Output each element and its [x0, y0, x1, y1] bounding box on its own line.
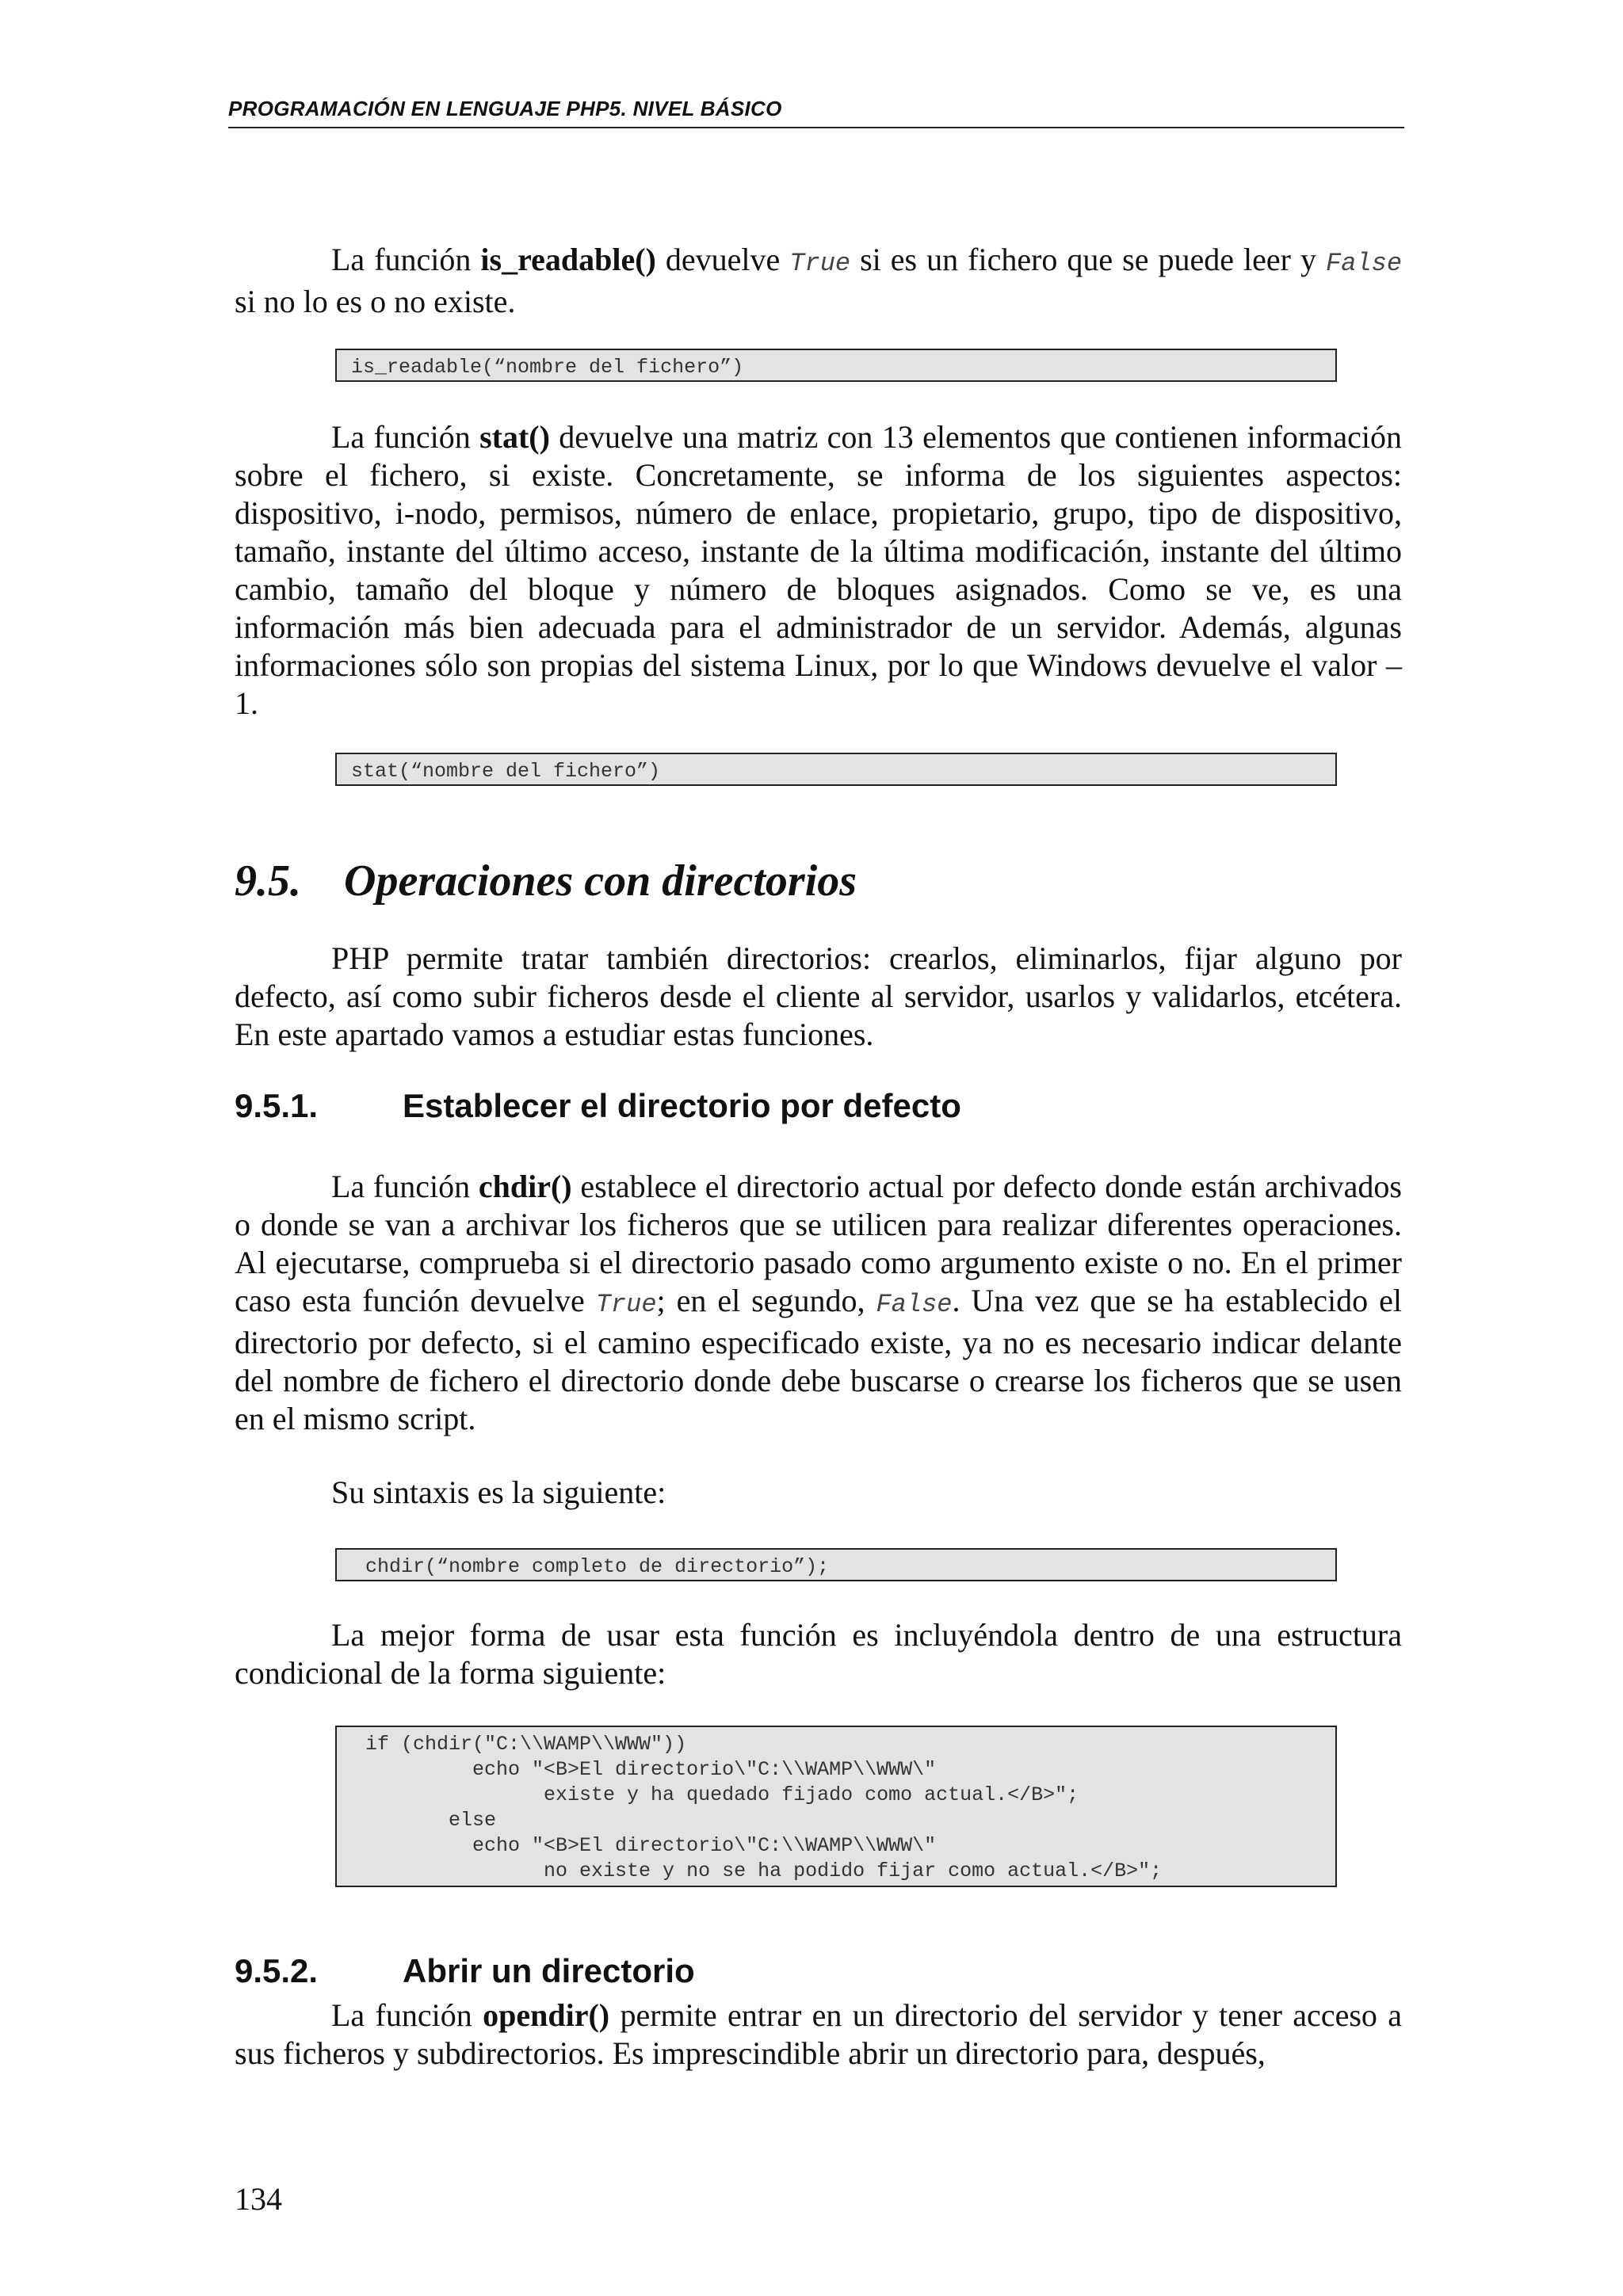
- text: La función: [331, 1169, 479, 1204]
- text: Su sintaxis es la siguiente:: [331, 1474, 666, 1510]
- code-line: else: [365, 1809, 497, 1832]
- code-box-chdir: [335, 1548, 1337, 1581]
- text: devuelve una matriz con 13 elementos que contienen información sobre el fichero, si existe. Concretamente, se informa de los siguientes aspectos: dispositivo, i-nodo, permisos, número de enlace, propietario, grupo, tipo de dispositivo, tamaño, instante del último acceso, instante de la última modificación, instante del último cambio, tamaño del bloque y número de bloques asignados. Como se ve, es una información más bien adecuada para el administrador de un servidor. Además, algunas informaciones sólo son propias del sistema Linux, por lo que Windows devuelve el valor –1.: [235, 419, 1403, 721]
- running-header: PROGRAMACIÓN EN LENGUAJE PHP5. NIVEL BÁSICO: [228, 97, 782, 120]
- keyword-true: True: [789, 249, 851, 278]
- code-box-if-chdir: [335, 1726, 1337, 1887]
- keyword-false: False: [1326, 249, 1403, 278]
- text: . Una vez que se ha establecido el directorio por defecto, si el camino especificado existe, ya no es necesario indicar delante del nombre de fichero el directorio donde debe buscarse o crearse los ficheros que se usen en el mismo script.: [235, 1283, 1403, 1436]
- header-rule: [228, 127, 1404, 128]
- subsection-number: 9.5.1.: [235, 1087, 319, 1124]
- paragraph-opendir: [235, 1997, 1402, 2073]
- text: devuelve: [655, 242, 790, 277]
- subsection-heading-1: [235, 1087, 961, 1125]
- code-box-is-readable: [335, 349, 1337, 382]
- function-name: stat(): [479, 419, 550, 455]
- subsection-title: Establecer el directorio por defecto: [403, 1087, 961, 1124]
- text: La función: [331, 242, 481, 277]
- text: La función: [331, 419, 480, 455]
- text: La mejor forma de usar esta función es incluyéndola dentro de una estructura condicional de la forma siguiente:: [235, 1617, 1402, 1691]
- keyword-true: True: [595, 1290, 657, 1319]
- text: establece el directorio actual por defecto donde están archivados o donde se van a archivar los ficheros que se utilicen para realizar diferentes operaciones. Al ejecutarse, comprueba si el directorio pasado como argumento existe o no. En el primer caso esta función devuelve: [235, 1169, 1403, 1318]
- paragraph-stat: [235, 418, 1402, 723]
- section-title: Operaciones con directorios: [344, 856, 857, 906]
- section-heading: [235, 856, 857, 906]
- code-line: existe y ha quedado fijado como actual.</B>";: [365, 1783, 1079, 1806]
- function-name: is_readable(): [480, 242, 656, 277]
- text: ; en el segundo,: [656, 1283, 876, 1318]
- section-number: 9.5.: [235, 856, 301, 906]
- code-line: chdir(“nombre completo de directorio”);: [365, 1555, 830, 1578]
- text: si no lo es o no existe.: [235, 284, 516, 319]
- subsection-number: 9.5.2.: [235, 1952, 319, 1989]
- function-name: chdir(): [478, 1169, 572, 1204]
- subsection-title: Abrir un directorio: [403, 1952, 695, 1989]
- text: PHP permite tratar también directorios: crearlos, eliminarlos, fijar alguno por defecto, así como subir ficheros desde el cliente al servidor, usarlos y validarlos, etcétera. En este apartado vamos a estudiar estas funciones.: [235, 940, 1402, 1052]
- text: si es un fichero que se puede leer y: [850, 242, 1326, 277]
- code-line: no existe y no se ha podido fijar como actual.</B>";: [365, 1859, 1163, 1882]
- code-line: echo "<B>El directorio\"C:\\WAMP\\WWW\": [365, 1758, 937, 1781]
- code-line: stat(“nombre del fichero”): [351, 760, 661, 783]
- text: La función: [331, 1997, 483, 2033]
- paragraph-chdir: [235, 1168, 1402, 1438]
- page-number: 134: [235, 2181, 282, 2217]
- code-line: if (chdir("C:\\WAMP\\WWW")): [365, 1733, 687, 1756]
- code-line: echo "<B>El directorio\"C:\\WAMP\\WWW\": [365, 1834, 937, 1857]
- paragraph-is-readable: [235, 241, 1402, 321]
- paragraph-syntax: [235, 1474, 1402, 1512]
- code-line: is_readable(“nombre del fichero”): [351, 356, 744, 379]
- paragraph-best-usage: [235, 1616, 1402, 1692]
- subsection-heading-2: [235, 1952, 695, 1990]
- keyword-false: False: [876, 1290, 953, 1319]
- text: permite entrar en un directorio del servidor y tener acceso a sus ficheros y subdirectorios. Es imprescindible abrir un directorio para, después,: [235, 1997, 1403, 2071]
- code-box-stat: [335, 753, 1337, 786]
- paragraph-intro: [235, 940, 1402, 1054]
- function-name: opendir(): [483, 1997, 610, 2033]
